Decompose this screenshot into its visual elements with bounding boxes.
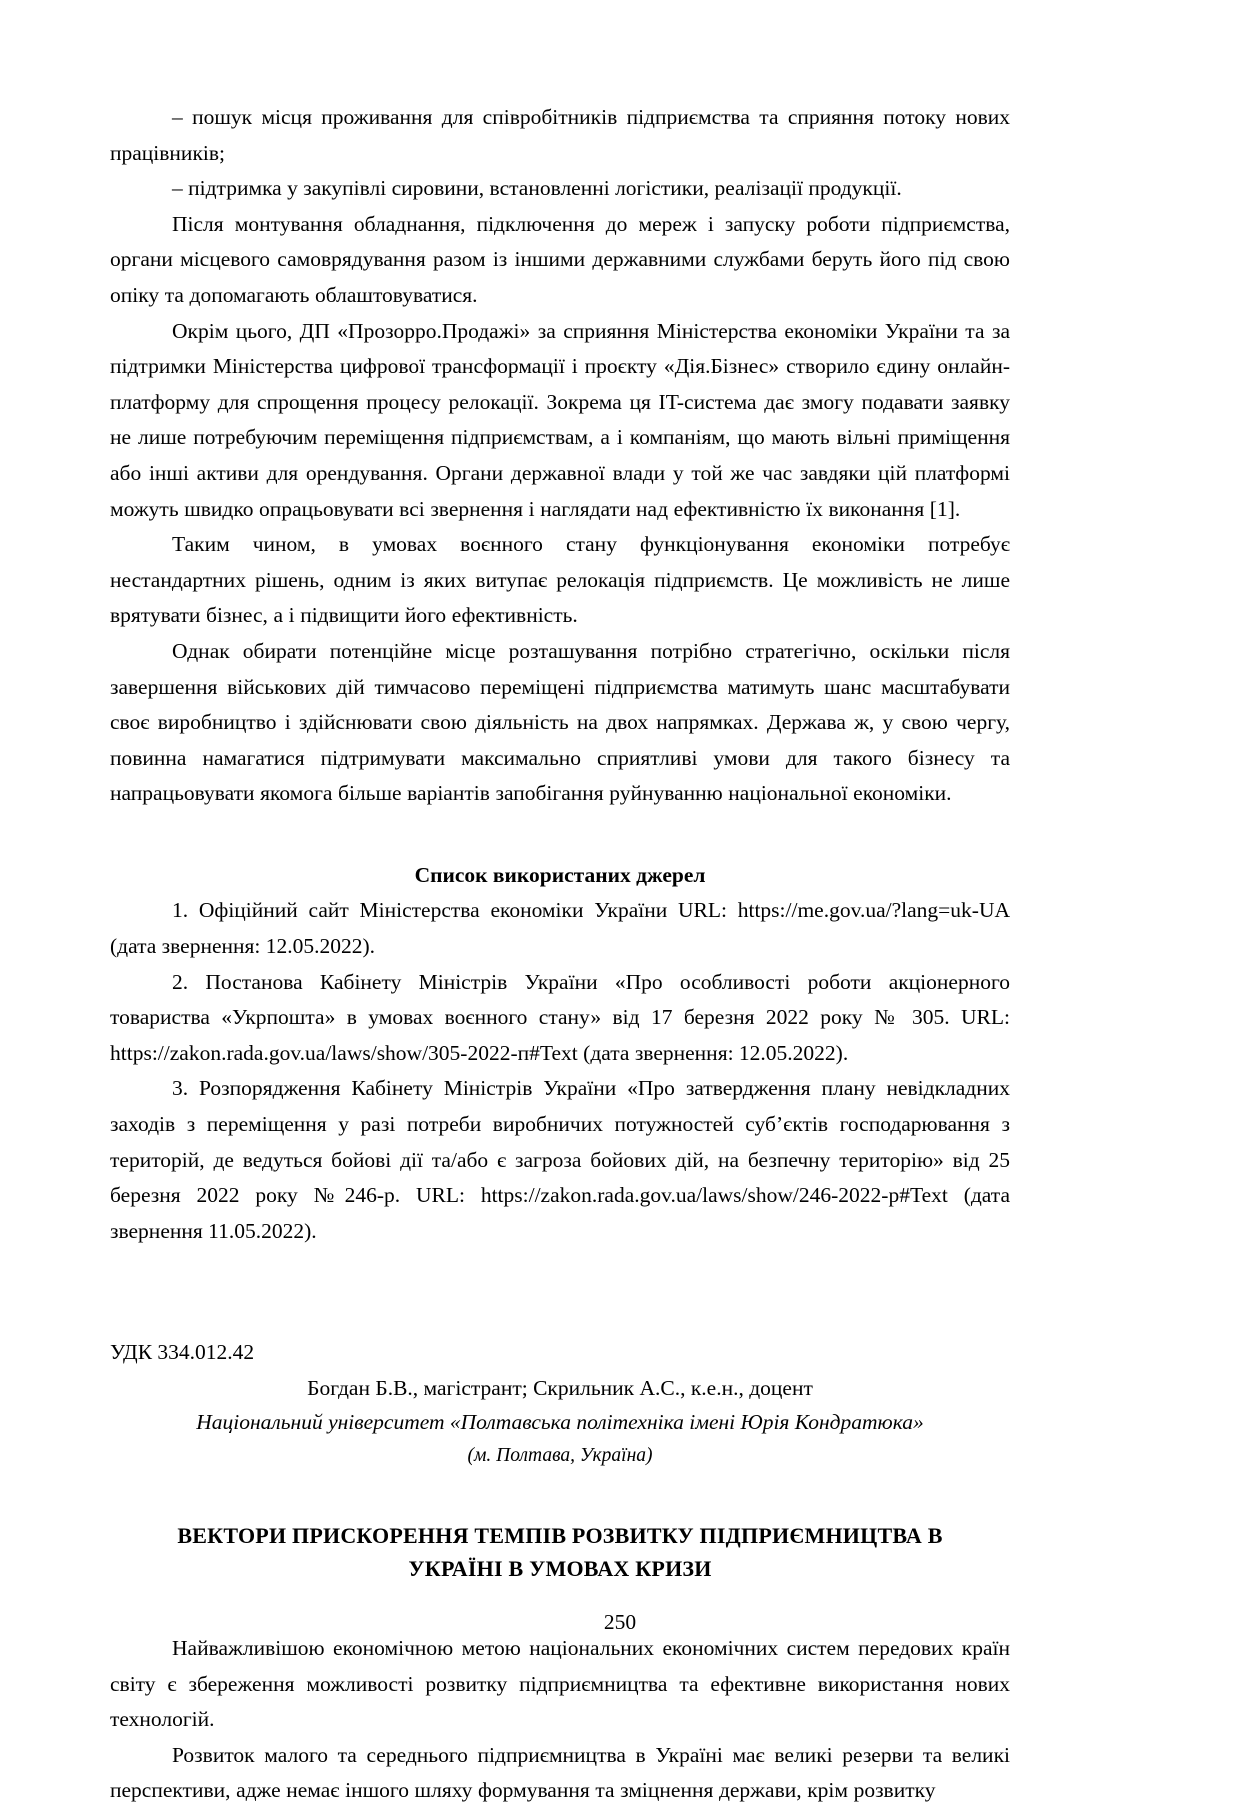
article-title bbox=[110, 1519, 1010, 1585]
body-paragraph-2: Окрім цього, ДП «Прозорро.Продажі» за сприяння Міністерства економіки України та за підтримки Міністерства цифрової трансформації і проєкту «Дія.Бізнес» створило єдину онлайн-платформу для спрощення процесу релокації. Зокрема ця IT-система дає змогу подавати заявку не лише потребуючим переміщення підприємствам, а і компаніям, що мають вільні приміщення або інші активи для орендування. Органи державної влади у той же час завдяки цій платформі можуть швидко опрацьовувати всі звернення і наглядати над ефективністю їх виконання [1]. bbox=[110, 318, 1010, 521]
references-heading: Список використаних джерел bbox=[414, 862, 706, 887]
page-number: 250 bbox=[603, 1610, 637, 1634]
reference-item-1: 1. Офіційний сайт Міністерства економіки України URL: https://me.gov.ua/?lang=uk-UA (дата звернення: 12.05.2022). bbox=[110, 898, 1010, 959]
reference-item-2: 2. Постанова Кабінету Міністрів України «Про особливості роботи акціонерного товариства «Укрпошта» в умовах воєнного стану» від 17 березня 2022 року № 305. URL: https://zakon.rada.gov.ua/laws/show/305-2022-п#Text (дата звернення: 12.05.2022). bbox=[110, 969, 1010, 1065]
spacer-before-next-article bbox=[110, 1249, 1010, 1335]
udk-code: УДК 334.012.42 bbox=[110, 1340, 255, 1365]
article-authors: Богдан Б.В., магістрант; Скрильник А.С., к.е.н., доцент bbox=[307, 1376, 813, 1400]
article-title-line-2: УКРАЇНІ В УМОВАХ КРИЗИ bbox=[408, 1556, 712, 1581]
body-paragraph-1: Після монтування обладнання, підключення до мереж і запуску роботи підприємства, органи місцевого самоврядування разом із іншими державними службами беруть його під свою опіку та допомагають облаштовуватися. bbox=[110, 211, 1010, 307]
article-affiliation: Національний університет «Полтавська політехніка імені Юрія Кондратюка» bbox=[196, 1410, 924, 1434]
reference-item-3: 3. Розпорядження Кабінету Міністрів України «Про затвердження плану невідкладних заходів з переміщення у разі потреби виробничих потужностей суб’єктів господарювання з територій, де ведуться бойові дії та/або є загроза бойових дій, на безпечну територію» від 25 березня 2022 року №246-р. URL: https://zakon.rada.gov.ua/laws/show/246-2022-р#Text (дата звернення 11.05.2022). bbox=[110, 1076, 1010, 1243]
article-city: (м. Полтава, Україна) bbox=[467, 1445, 653, 1466]
next-article-paragraph-2: Розвиток малого та середнього підприємництва в Україні має великі резерви та великі перспективи, адже немає іншого шляху формування та зміцнення держави, крім розвитку bbox=[110, 1742, 1010, 1803]
spacer-before-title bbox=[110, 1473, 1010, 1519]
body-paragraph-4: Однак обирати потенційне місце розташування потрібно стратегічно, оскільки після завершення військових дій тимчасово переміщені підприємства матимуть шанс масштабувати своє виробництво і здійснювати свою діяльність на двох напрямках. Держава ж, у свою чергу, повинна намагатися підтримувати максимально сприятливі умови для такого бізнесу та напрацьовувати якомога більше варіантів запобігання руйнуванню національної економіки. bbox=[110, 638, 1010, 806]
bullet-item-1: – пошук місця проживання для співробітників підприємства та сприяння потоку нових працівників; bbox=[110, 105, 1010, 165]
article-title-line-1: ВЕКТОРИ ПРИСКОРЕННЯ ТЕМПІВ РОЗВИТКУ ПІДПРИЄМНИЦТВА В bbox=[177, 1523, 943, 1548]
next-article-paragraph-1: Найважливішою економічною метою національних економічних систем передових країн світу є збереження можливості розвитку підприємництва та ефективне використання нових технологій. bbox=[110, 1636, 1010, 1732]
spacer-before-references bbox=[110, 812, 1010, 858]
body-paragraph-3: Таким чином, в умовах воєнного стану функціонування економіки потребує нестандартних рішень, одним із яких витупає релокація підприємств. Це можливість не лише врятувати бізнес, а і підвищити його ефективність. bbox=[110, 532, 1010, 628]
page-content bbox=[110, 100, 1010, 1809]
bullet-item-2: – підтримка у закупівлі сировини, встановленні логістики, реалізації продукції. bbox=[172, 176, 902, 201]
